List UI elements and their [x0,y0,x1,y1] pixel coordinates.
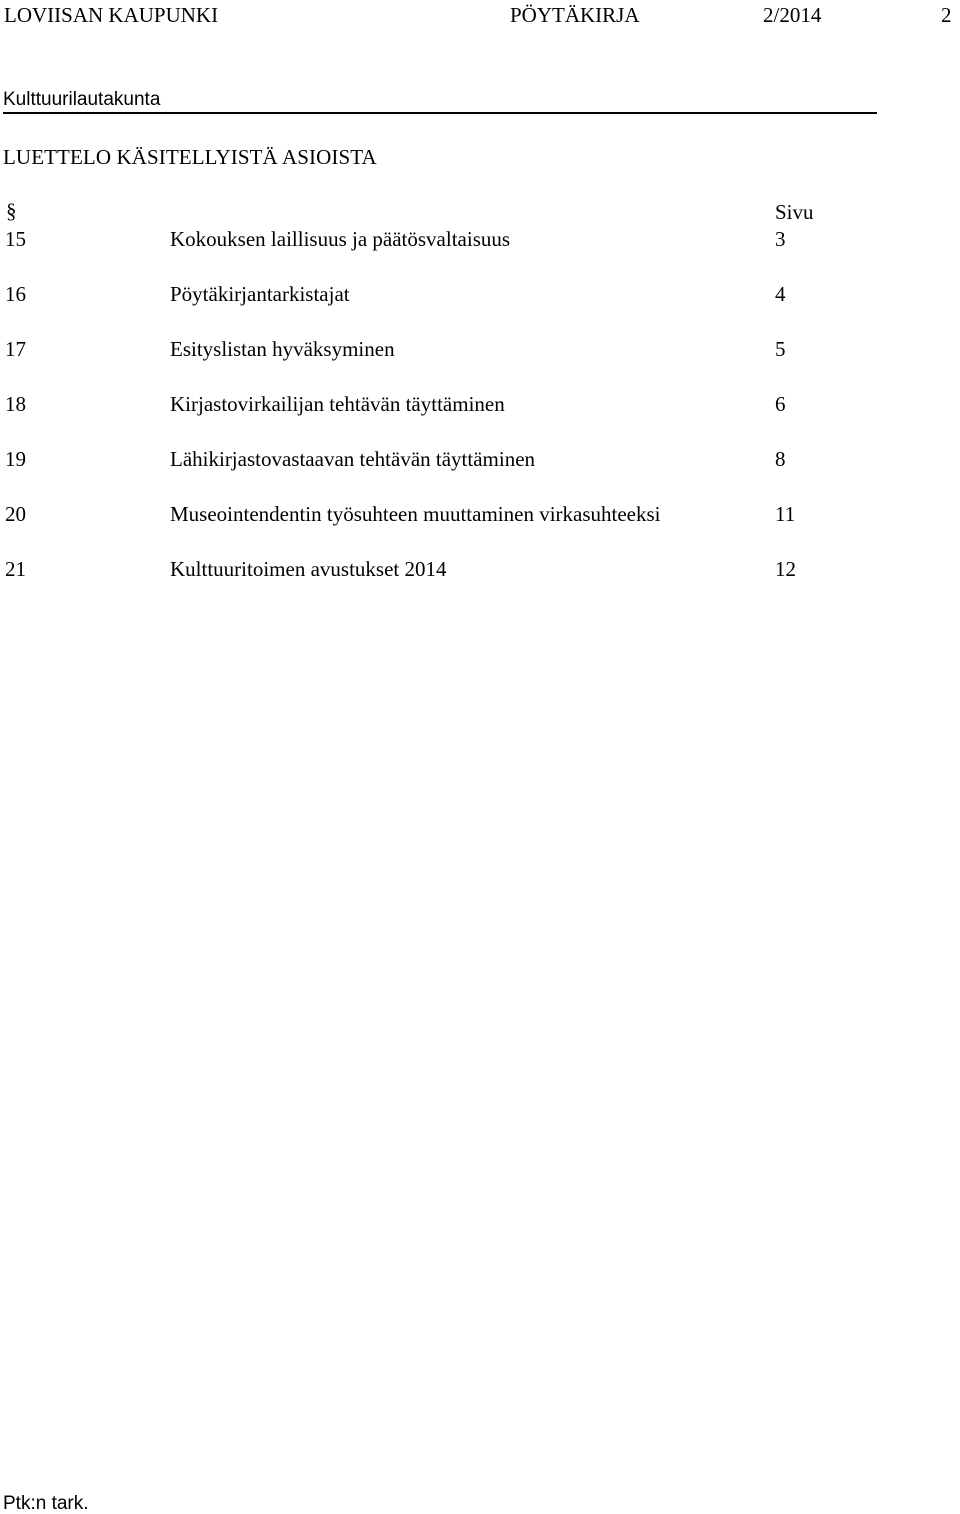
committee-heading [3,90,877,114]
item-number: 18 [5,392,26,416]
item-title: Kokouksen laillisuus ja päätösvaltaisuus [170,227,511,251]
item-number: 16 [5,282,26,306]
page-column-header: Sivu [775,200,814,224]
item-number: 20 [5,502,26,526]
list-title: LUETTELO KÄSITELLYISTÄ ASIOISTA [3,145,377,169]
organization-name: LOVIISAN KAUPUNKI [4,3,219,27]
item-title: Pöytäkirjantarkistajat [170,282,350,306]
page-number: 2 [941,3,952,27]
section-symbol-header: § [6,199,17,223]
item-page: 11 [775,502,796,526]
item-title: Esityslistan hyväksyminen [170,337,395,361]
document-issue: 2/2014 [763,3,822,27]
item-page: 8 [775,447,786,471]
item-page: 4 [775,282,786,306]
item-number: 19 [5,447,26,471]
item-title: Museointendentin työsuhteen muuttaminen virkasuhteeksi [170,502,661,526]
item-number: 17 [5,337,26,361]
item-page: 6 [775,392,786,416]
item-title: Kulttuuritoimen avustukset 2014 [170,557,447,581]
item-title: Kirjastovirkailijan tehtävän täyttäminen [170,392,505,416]
footer-note: Ptk:n tark. [3,1493,89,1514]
item-page: 3 [775,227,786,251]
item-number: 15 [5,227,26,251]
item-page: 12 [775,557,796,581]
item-title: Lähikirjastovastaavan tehtävän täyttäminen [170,447,536,471]
item-page: 5 [775,337,786,361]
committee-name: Kulttuurilautakunta [3,89,161,110]
document-type: PÖYTÄKIRJA [510,3,640,27]
item-number: 21 [5,557,26,581]
